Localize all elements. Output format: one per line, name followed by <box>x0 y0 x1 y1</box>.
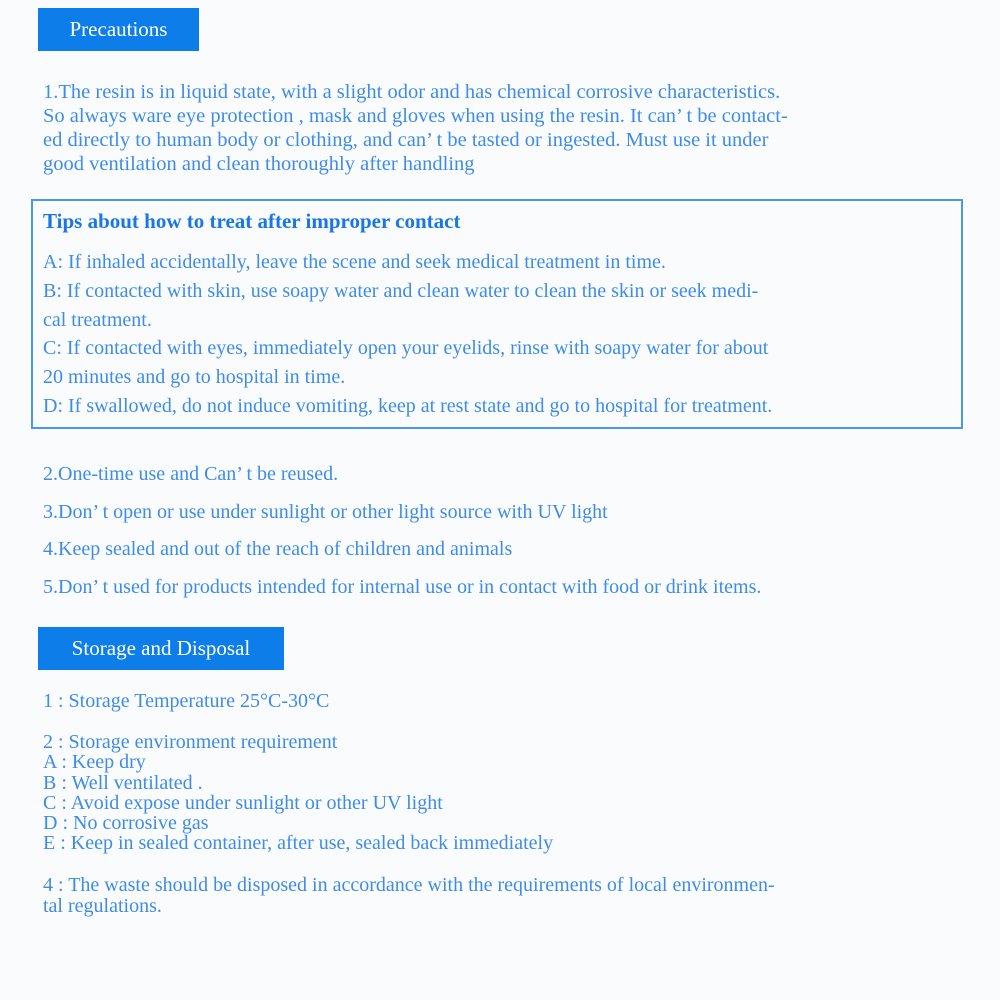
text-line: E : Keep in sealed container, after use, sealed back immediately <box>43 832 554 855</box>
storage-temperature: 1 : Storage Temperature 25°C-30°C <box>43 690 330 712</box>
precautions-heading-label: Precautions <box>69 17 168 41</box>
storage-heading-label: Storage and Disposal <box>71 636 251 660</box>
precaution-item: 3.Don’ t open or use under sunlight or other light source with UV light <box>43 500 608 523</box>
text-line: A : Keep dry <box>43 751 146 774</box>
tips-title: Tips about how to treat after improper contact <box>43 209 461 233</box>
precaution-item: 5.Don’ t used for products intended for internal use or in contact with food or drink items. <box>43 575 762 598</box>
precaution-item-1 <box>43 80 963 176</box>
tips-list <box>43 248 772 421</box>
tip-line: cal treatment. <box>43 308 152 331</box>
text-line: So always ware eye protection , mask and gloves when using the resin. It can’ t be contact- <box>43 105 788 127</box>
text-line: tal regulations. <box>43 895 162 917</box>
tip-line: 20 minutes and go to hospital in time. <box>43 366 346 389</box>
text-line: good ventilation and clean thoroughly after handling <box>43 153 475 175</box>
precaution-item: 4.Keep sealed and out of the reach of children and animals <box>43 538 513 560</box>
tip-line: A: If inhaled accidentally, leave the scene and seek medical treatment in time. <box>43 251 666 273</box>
text-line: 2 : Storage environment requirement <box>43 731 338 753</box>
text-line: 4 : The waste should be disposed in accordance with the requirements of local environmen- <box>43 874 775 896</box>
storage-heading <box>38 627 284 670</box>
storage-environment <box>43 732 553 854</box>
disposal-note <box>43 875 775 917</box>
tip-line: B: If contacted with skin, use soapy water and clean water to clean the skin or seek medi- <box>43 279 759 302</box>
text-line: D : No corrosive gas <box>43 812 209 835</box>
precaution-items <box>43 456 761 606</box>
text-line: C : Avoid expose under sunlight or other UV light <box>43 791 443 814</box>
tip-line: C: If contacted with eyes, immediately open your eyelids, rinse with soapy water for about <box>43 337 769 360</box>
tip-line: D: If swallowed, do not induce vomiting, keep at rest state and go to hospital for treatment. <box>43 394 773 417</box>
precaution-item: 2.One-time use and Can’ t be reused. <box>43 463 339 485</box>
text-line: ed directly to human body or clothing, and can’ t be tasted or ingested. Must use it under <box>43 129 769 151</box>
tips-box <box>31 199 963 429</box>
text-line: B : Well ventilated . <box>43 771 203 794</box>
precautions-heading <box>38 8 199 51</box>
text-line: 1.The resin is in liquid state, with a slight odor and has chemical corrosive characteristics. <box>43 81 781 103</box>
